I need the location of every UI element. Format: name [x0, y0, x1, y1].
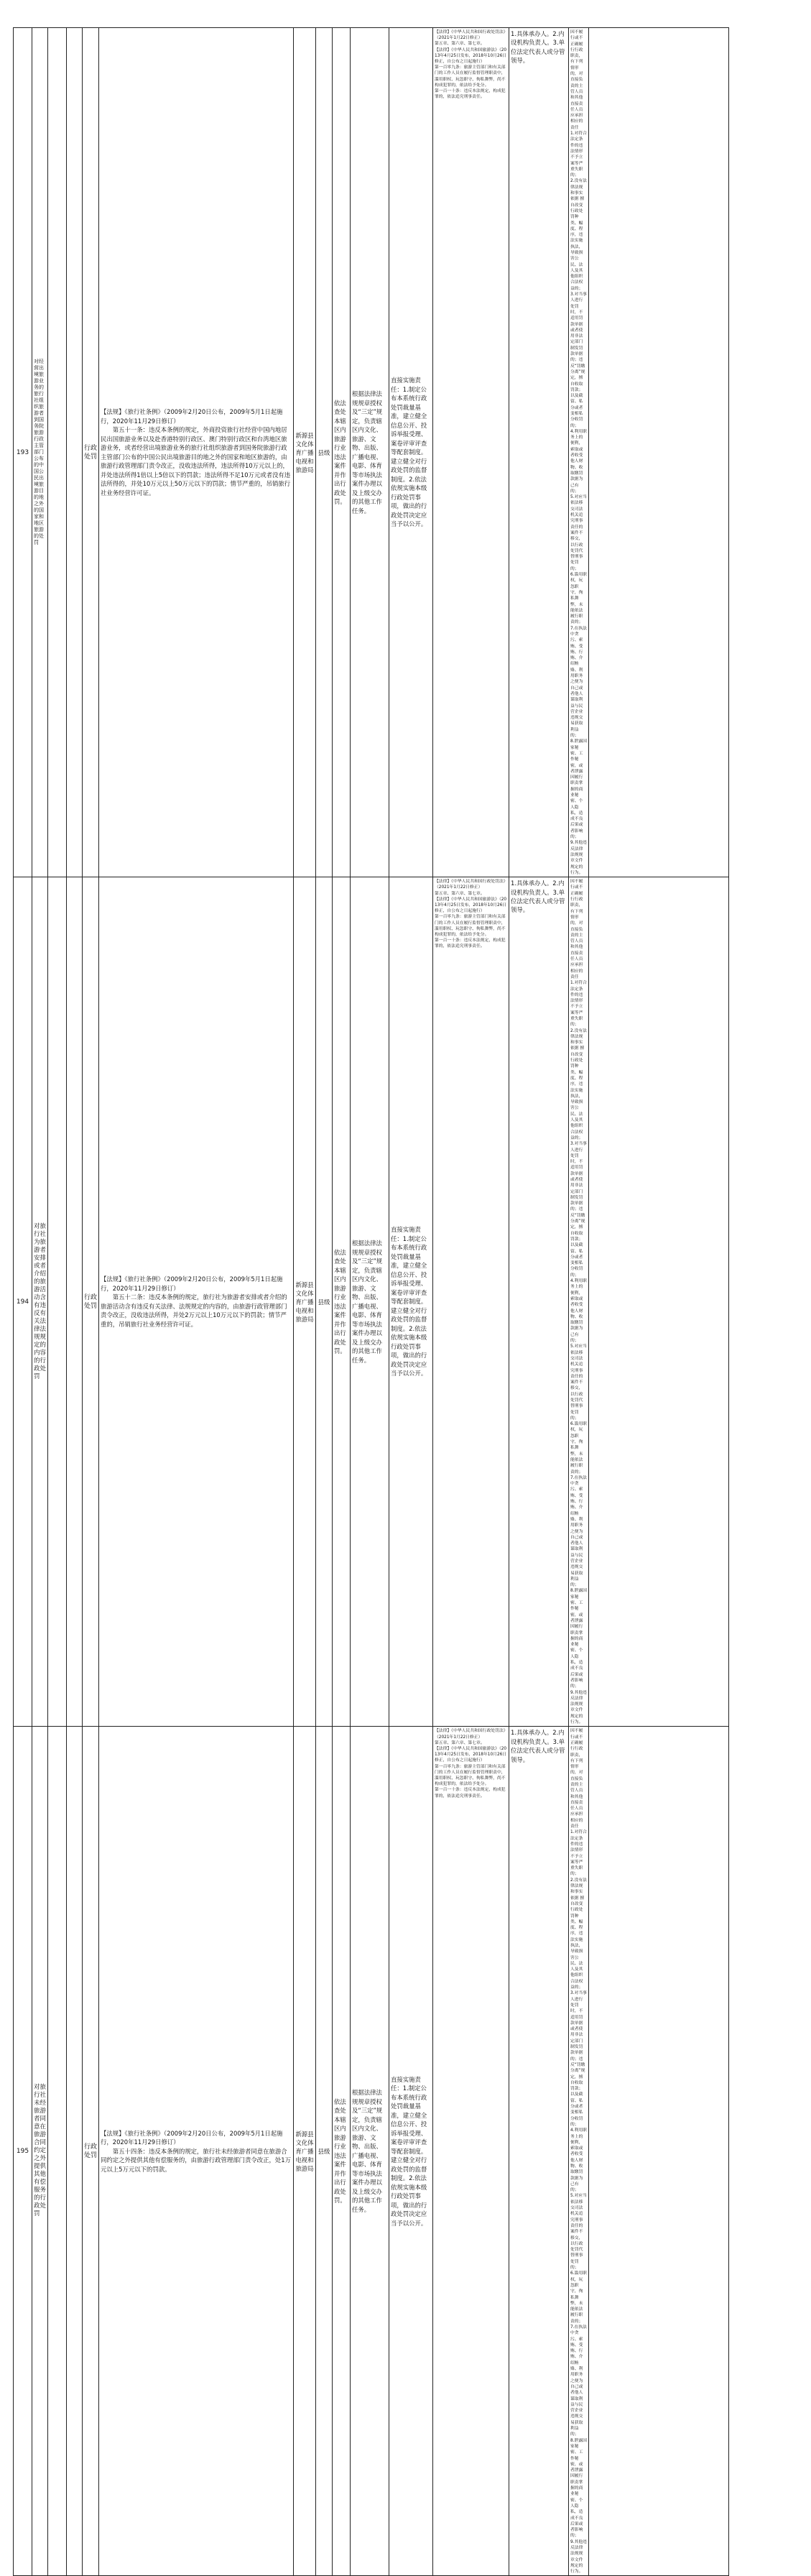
- admin-level: 县级: [316, 1727, 333, 2576]
- law-line: 第一百一十条：违反本法规定，构成犯罪的，依法追究刑事责任。: [435, 1788, 506, 1799]
- case-line: 2.没有法律法规和事实依据 擅自改变行政处罚种类、幅度、程序，违法实施执法，导致损害公民、法人及其他组织合法权益的；: [570, 179, 587, 291]
- law-line: 【法律】《中华人民共和国行政处罚法》（2021年1月22日修正）: [435, 880, 506, 890]
- blank-cell: [48, 1727, 67, 2576]
- case-line: 6.滥用职权，玩忽职守，徇私舞弊，未能依法履行职责的；: [570, 2271, 587, 2324]
- document-page: [13, 27, 810, 2576]
- legal-basis: [99, 877, 294, 1727]
- accountability-law: [433, 1727, 509, 2576]
- implementation-duty: 直接实施责任：1.制定公布本系统行政处罚裁量基准，建立健全信息公开、投诉举报受理、案卷评审评查等配套制度。建立健全对行政处罚的监督制度。2.依法依规实施本级行政处罚事项，做出的行政处罚决定应当予以公开。: [389, 877, 433, 1727]
- blank-cell: [67, 877, 83, 1727]
- law-line: 第一百零九条：旅游主管部门和有关部门的工作人员在履行监督管理职责中，滥用职权、玩忽职守、徇私舞弊，尚不构成犯罪的，依法给予处分。: [435, 65, 506, 88]
- item-name: 对旅行社为旅游者安排或者介绍的旅游活动含有违反有关法律法规规定的内容的行政处罚: [32, 877, 48, 1727]
- case-line: 1.对符合法定条件的违法情形不予立案等严重失职的；: [570, 131, 587, 178]
- row-number: 194: [14, 877, 32, 1727]
- admin-level: 县级: [316, 28, 333, 877]
- accountability-cases: [569, 1727, 589, 2576]
- department: 新源县文化体育广播电视和旅游局: [294, 28, 316, 877]
- duty-authority: 根据法律法规规章授权及“三定”规定，负责辖区内文化、旅游、文物、出版、广播电视、电影、体育等市场执法案件办理以及上级交办的其他工作任务。: [351, 1727, 389, 2576]
- law-line: 【法律】《中华人民共和国行政处罚法》（2021年1月22日修正）: [435, 1729, 506, 1740]
- case-line: 1.对符合法定条件的违法情形不予立案等严重失职的；: [570, 1830, 587, 1877]
- implementation-duty: 直接实施责任：1.制定公布本系统行政处罚裁量基准，建立健全信息公开、投诉举报受理、案卷评审评查等配套制度。建立健全对行政处罚的监督制度。2.依法依规实施本级行政处罚事项，做出的行政处罚决定应当予以公开。: [389, 1727, 433, 2576]
- law-line: 【法律】《中华人民共和国旅游法》（2013年4月25日发布，2018年10月26日修正，自公布之日起施行）: [435, 1746, 507, 1763]
- case-line: 因不履行或不正确履行行政职责，有下列情形的，对直接负责的主管人员和其他直接责任人员应承担相应的责任: [570, 1729, 583, 1829]
- blank-cell: [589, 28, 729, 877]
- responsibility-table: [13, 27, 811, 2576]
- case-line: 5.对应当依法移交司法机关追究刑事责任的案件不移交，以行政处罚代替刑事处罚的；: [570, 495, 587, 571]
- basis-title: 【法规】《旅行社条例》（2009年2月20日公布，2009年5月1日起施行，2020年11月29日修订）: [101, 408, 283, 425]
- row-number: 195: [14, 1727, 32, 2576]
- case-line: 6.滥用职权，玩忽职守，徇私舞弊，未能依法履行职责的；: [570, 1422, 587, 1474]
- item-name: 对旅行社未经旅游者同意在旅游合同约定之外提供其他有偿服务的行政处罚: [32, 1727, 48, 2576]
- case-line: 9.其他违反法律法规规章文件规定的行为。: [570, 1690, 587, 1725]
- table-row: [14, 1727, 811, 2576]
- law-line: 第一百零九条：旅游主管部门和有关部门的工作人员在履行监督管理职责中，滥用职权、玩忽职守、徇私舞弊，尚不构成犯罪的，依法给予处分。: [435, 915, 506, 937]
- blank-cell: [67, 1727, 83, 2576]
- case-line: 1.对符合法定条件的违法情形不予立案等严重失职的；: [570, 981, 587, 1028]
- legal-basis: [99, 1727, 294, 2576]
- basis-article: 第五十四条：违反本条例的规定，旅行社未经旅游者同意在旅游合同约定之外提供其他有偿服务的，由旅游行政管理部门责令改正，处1万元以上5万元以下的罚款。: [101, 2147, 291, 2173]
- case-line: 7.在执法中贪污、索贿、受贿、行贿、介绍贿赂、利用职务之便为自己或者他人谋取利益与民营企业违规交易获取利益的；: [570, 2325, 587, 2437]
- case-line: 3.对当事人进行处罚时，不适用罚款单据或者使用非法定部门制发罚款单据的；违反“罚缴分离”规定，擅自收取罚款；以及截留、私分或者变相私分收罚的；: [570, 1142, 587, 1278]
- duty-description: 依法查处本辖区内旅游行业违法案件并作出行政处罚。: [333, 28, 351, 877]
- case-line: 2.没有法律法规和事实依据 擅自改变行政处罚种类、幅度、程序，违法实施执法，导致损害公民、法人及其他组织合法权益的；: [570, 1878, 587, 1990]
- accountability-law: [433, 28, 509, 877]
- case-line: 5.对应当依法移交司法机关追究刑事责任的案件不移交，以行政处罚代替刑事处罚的；: [570, 1344, 587, 1421]
- basis-article: 第五十二条：违反本条例的规定，旅行社为旅游者安排或者介绍的旅游活动含有违反有关法律、法规规定的内容的，由旅游行政管理部门责令改正，没收违法所得，并处2万元以上10万元以下的罚款；情节严重的，吊销旅行社业务经营许可证。: [101, 1293, 287, 1328]
- item-type: 行政处罚: [83, 1727, 99, 2576]
- item-name: 对经营出境旅游业务的旅行社组织旅游者到国务院旅游行政主管部门公布的中国公民出境旅游目的地之外的国家和地区旅游的处罚: [32, 28, 48, 877]
- admin-level: 县级: [316, 877, 333, 1727]
- responsible-subject: 1.具体承办人。2.内设机构负责人。3.单位法定代表人或分管领导。: [509, 1727, 569, 2576]
- case-line: 7.在执法中贪污、索贿、受贿、行贿、介绍贿赂、利用职务之便为自己或者他人谋取利益与民营企业违规交易获取利益的；: [570, 1475, 587, 1588]
- accountability-law: [433, 877, 509, 1727]
- blank-cell: [67, 28, 83, 877]
- blank-cell: [48, 877, 67, 1727]
- implementation-duty: 直接实施责任：1.制定公布本系统行政处罚裁量基准，建立健全信息公开、投诉举报受理、案卷评审评查等配套制度。建立健全对行政处罚的监督制度。2.依法依规实施本级行政处罚事项，做出的行政处罚决定应当予以公开。: [389, 28, 433, 877]
- case-line: 4.利用职务上的便利，索取或者收受他人财物、收取缴罚款据为己有的；: [570, 1279, 587, 1344]
- case-line: 7.在执法中贪污、索贿、受贿、行贿、介绍贿赂、利用职务之便为自己或者他人谋取利益与民营企业违规交易获取利益的；: [570, 626, 587, 739]
- case-line: 4.利用职务上的便利，索取或者收受他人财物、收取缴罚款据为己有的；: [570, 429, 587, 494]
- case-line: 因不履行或不正确履行行政职责，有下列情形的，对直接负责的主管人员和其他直接责任人员应承担相应的责任: [570, 880, 583, 979]
- case-line: 3.对当事人进行处罚时，不适用罚款单据或者使用非法定部门制发罚款单据的；违反“罚缴分离”规定，擅自收取罚款；以及截留、私分或者变相私分收罚的；: [570, 292, 587, 428]
- accountability-cases: [569, 28, 589, 877]
- table-row: [14, 877, 811, 1727]
- basis-title: 【法规】《旅行社条例》（2009年2月20日公布，2009年5月1日起施行，2020年11月29日修订）: [101, 2129, 283, 2146]
- case-line: 5.对应当依法移交司法机关追究刑事责任的案件不移交，以行政处罚代替刑事处罚的；: [570, 2194, 587, 2271]
- responsible-subject: 1.具体承办人。2.内设机构负责人。3.单位法定代表人或分管领导。: [509, 28, 569, 877]
- case-line: 3.对当事人进行处罚时，不适用罚款单据或者使用非法定部门制发罚款单据的；违反“罚缴分离”规定，擅自收取罚款；以及截留、私分或者变相私分收罚的；: [570, 1991, 587, 2127]
- responsible-subject: 1.具体承办人。2.内设机构负责人。3.单位法定代表人或分管领导。: [509, 877, 569, 1727]
- department: 新源县文化体育广播电视和旅游局: [294, 1727, 316, 2576]
- case-line: 4.利用职务上的便利，索取或者收受他人财物、收取缴罚款据为己有的；: [570, 2128, 587, 2193]
- basis-title: 【法规】《旅行社条例》（2009年2月20日公布，2009年5月1日起施行，2020年11月29日修订）: [101, 1275, 283, 1292]
- case-line: 9.其他违反法律法规规章文件规定的行为。: [570, 841, 587, 875]
- case-line: 2.没有法律法规和事实依据 擅自改变行政处罚种类、幅度、程序，违法实施执法，导致损害公民、法人及其他组织合法权益的；: [570, 1028, 587, 1140]
- blank-cell: [589, 1727, 729, 2576]
- department: 新源县文化体育广播电视和旅游局: [294, 877, 316, 1727]
- blank-cell: [48, 28, 67, 877]
- accountability-cases: [569, 877, 589, 1727]
- law-line: 【法律】《中华人民共和国旅游法》（2013年4月25日发布，2018年10月26日修正，自公布之日起施行）: [435, 897, 507, 914]
- blank-cell: [589, 877, 729, 1727]
- table-row: [14, 28, 811, 877]
- law-line: 第一百一十条：违反本法规定，构成犯罪的，依法追究刑事责任。: [435, 89, 506, 100]
- duty-authority: 根据法律法规规章授权及“三定”规定，负责辖区内文化、旅游、文物、出版、广播电视、电影、体育等市场执法案件办理以及上级交办的其他工作任务。: [351, 28, 389, 877]
- law-line: 【法律】《中华人民共和国旅游法》（2013年4月25日发布，2018年10月26日修正，自公布之日起施行）: [435, 47, 507, 65]
- legal-basis: [99, 28, 294, 877]
- law-line: 第一百一十条：违反本法规定，构成犯罪的，依法追究刑事责任。: [435, 938, 506, 949]
- basis-article: 第五十一条：违反本条例的规定，外商投资旅行社经营中国内地居民出国旅游业务以及赴香港特别行政区、澳门特别行政区和台湾地区旅游业务，或者经营出境旅游业务的旅行社组织旅游者到国务院旅游行政主管部门公布的中国公民出境旅游目的地之外的国家和地区旅游的，由旅游行政管理部门责令改正，没收违法所得，违法所得10万元以上的，并处违法所得1倍以上5倍以下的罚款；违法所得不足10万元或者没有违法所得的，并处10万元以上50万元以下的罚款；情节严重的，吊销旅行社业务经营许可证。: [101, 426, 291, 497]
- case-line: 8.泄露国家秘密、工作秘密，或者泄露因履行职责掌握的商业秘密、个人隐私，造成不良后果或者影响的；: [570, 739, 587, 840]
- duty-description: 依法查处本辖区内旅游行业违法案件并作出行政处罚。: [333, 877, 351, 1727]
- law-line: 第五章、第六章、第七章。: [435, 42, 485, 47]
- case-line: 9.其他违反法律法规规章文件规定的行为。: [570, 2539, 587, 2575]
- item-type: 行政处罚: [83, 877, 99, 1727]
- row-number: 193: [14, 28, 32, 877]
- law-line: 第五章、第六章、第七章。: [435, 1740, 485, 1745]
- law-line: 第五章、第六章、第七章。: [435, 891, 485, 896]
- case-line: 8.泄露国家秘密、工作秘密，或者泄露因履行职责掌握的商业秘密、个人隐私，造成不良后果或者影响的；: [570, 2438, 587, 2539]
- case-line: 因不履行或不正确履行行政职责，有下列情形的，对直接负责的主管人员和其他直接责任人员应承担相应的责任: [570, 30, 583, 130]
- case-line: 6.滥用职权，玩忽职守，徇私舞弊，未能依法履行职责的；: [570, 573, 587, 625]
- item-type: 行政处罚: [83, 28, 99, 877]
- duty-authority: 根据法律法规规章授权及“三定”规定，负责辖区内文化、旅游、文物、出版、广播电视、电影、体育等市场执法案件办理以及上级交办的其他工作任务。: [351, 877, 389, 1727]
- law-line: 第一百零九条：旅游主管部门和有关部门的工作人员在履行监督管理职责中，滥用职权、玩忽职守、徇私舞弊，尚不构成犯罪的，依法给予处分。: [435, 1764, 506, 1787]
- law-line: 【法律】《中华人民共和国行政处罚法》（2021年1月22日修正）: [435, 30, 506, 41]
- case-line: 8.泄露国家秘密、工作秘密，或者泄露因履行职责掌握的商业秘密、个人隐私，造成不良后果或者影响的；: [570, 1589, 587, 1689]
- duty-description: 依法查处本辖区内旅游行业违法案件并作出行政处罚。: [333, 1727, 351, 2576]
